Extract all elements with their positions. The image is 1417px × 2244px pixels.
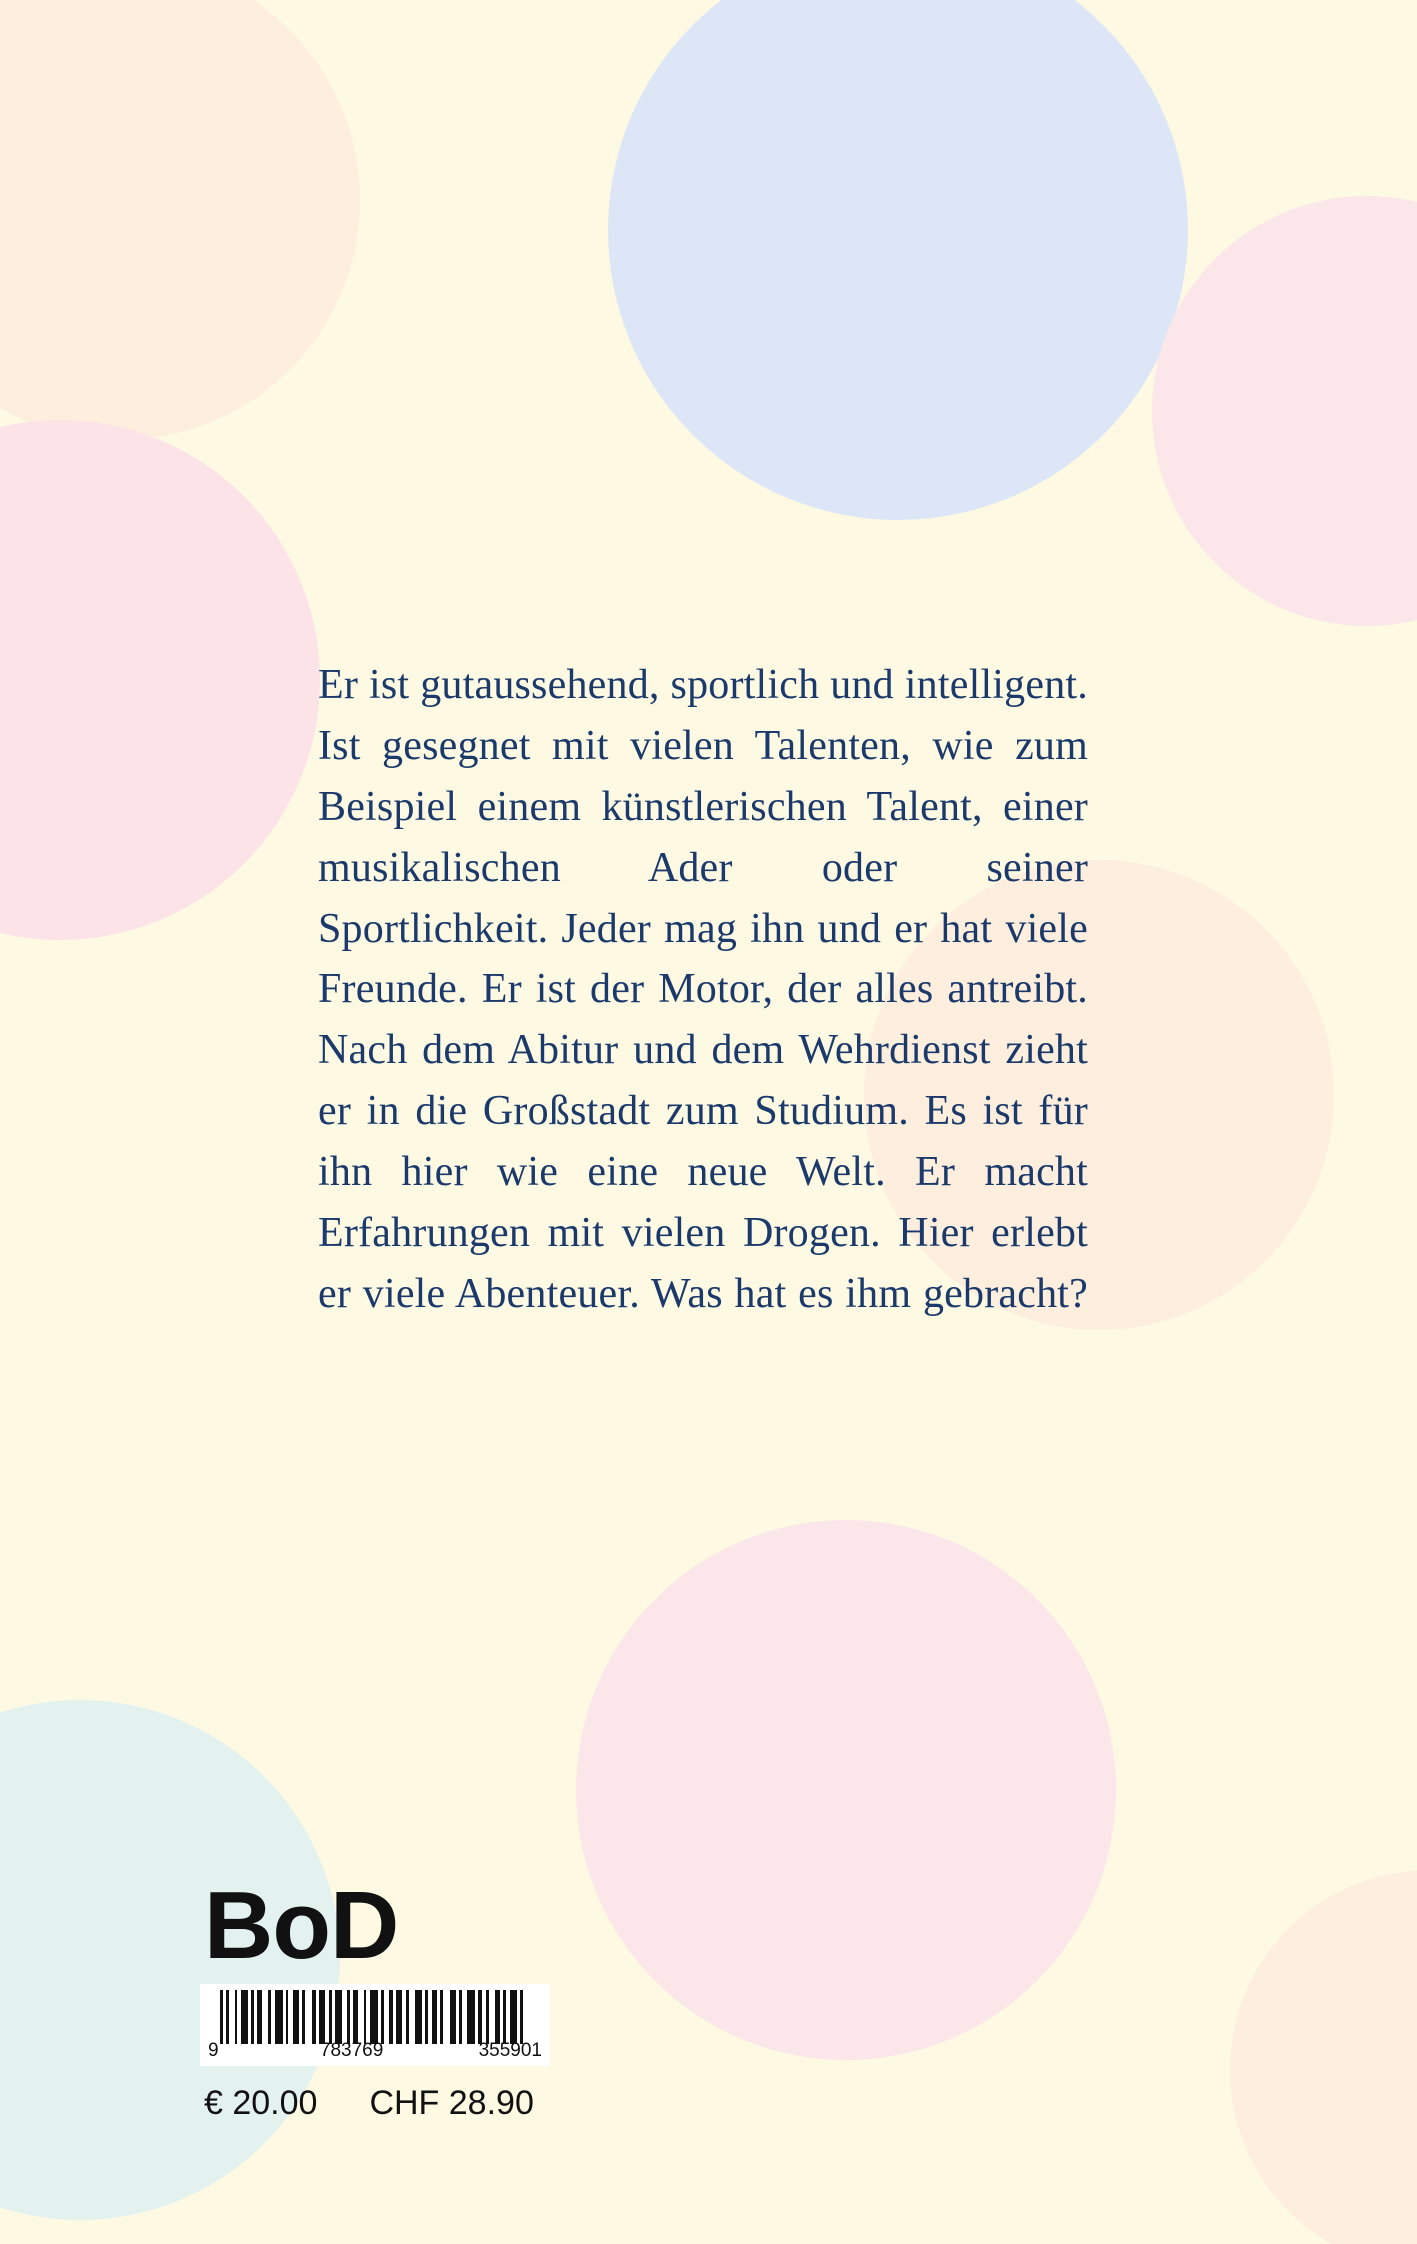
circle-peach-bottom-right xyxy=(1230,1870,1417,2244)
back-cover-blurb: Er ist gutaussehend, sportlich und intelligent. Ist gesegnet mit vielen Talenten, wie zum Beispiel einem künstlerischen Talent, einer musikalischen Ader oder seiner Sportlichkeit. Jeder mag ihn und er hat viele Freunde. Er ist der Motor, der alles antreibt. Nach dem Abitur und dem Wehrdienst zieht er in die Großstadt zum Studium. Es ist für ihn hier wie eine neue Welt. Er macht Erfahrungen mit vielen Drogen. Hier erlebt er viele Abenteuer. Was hat es ihm gebracht? xyxy=(318,662,1088,1317)
circle-pink-top-right xyxy=(1152,196,1417,626)
bod-logo: BoD xyxy=(204,1872,399,1979)
barcode-bars xyxy=(220,1990,536,2044)
barcode-lead-digit: 9 xyxy=(208,2040,219,2061)
barcode xyxy=(200,1984,550,2066)
barcode-group-2: 355901 xyxy=(478,2040,542,2061)
price-row xyxy=(204,2084,620,2123)
barcode-group-1: 783769 xyxy=(319,2040,384,2061)
circle-blue-top-center xyxy=(608,0,1188,520)
barcode-digits xyxy=(200,2040,550,2062)
price-eur: € 20.00 xyxy=(204,2084,318,2122)
circle-peach-top-left xyxy=(0,0,360,440)
publisher-block xyxy=(200,1872,620,2123)
circle-pink-bottom-center xyxy=(576,1520,1116,2060)
price-chf: CHF 28.90 xyxy=(369,2084,534,2122)
circle-pink-left xyxy=(0,420,320,940)
